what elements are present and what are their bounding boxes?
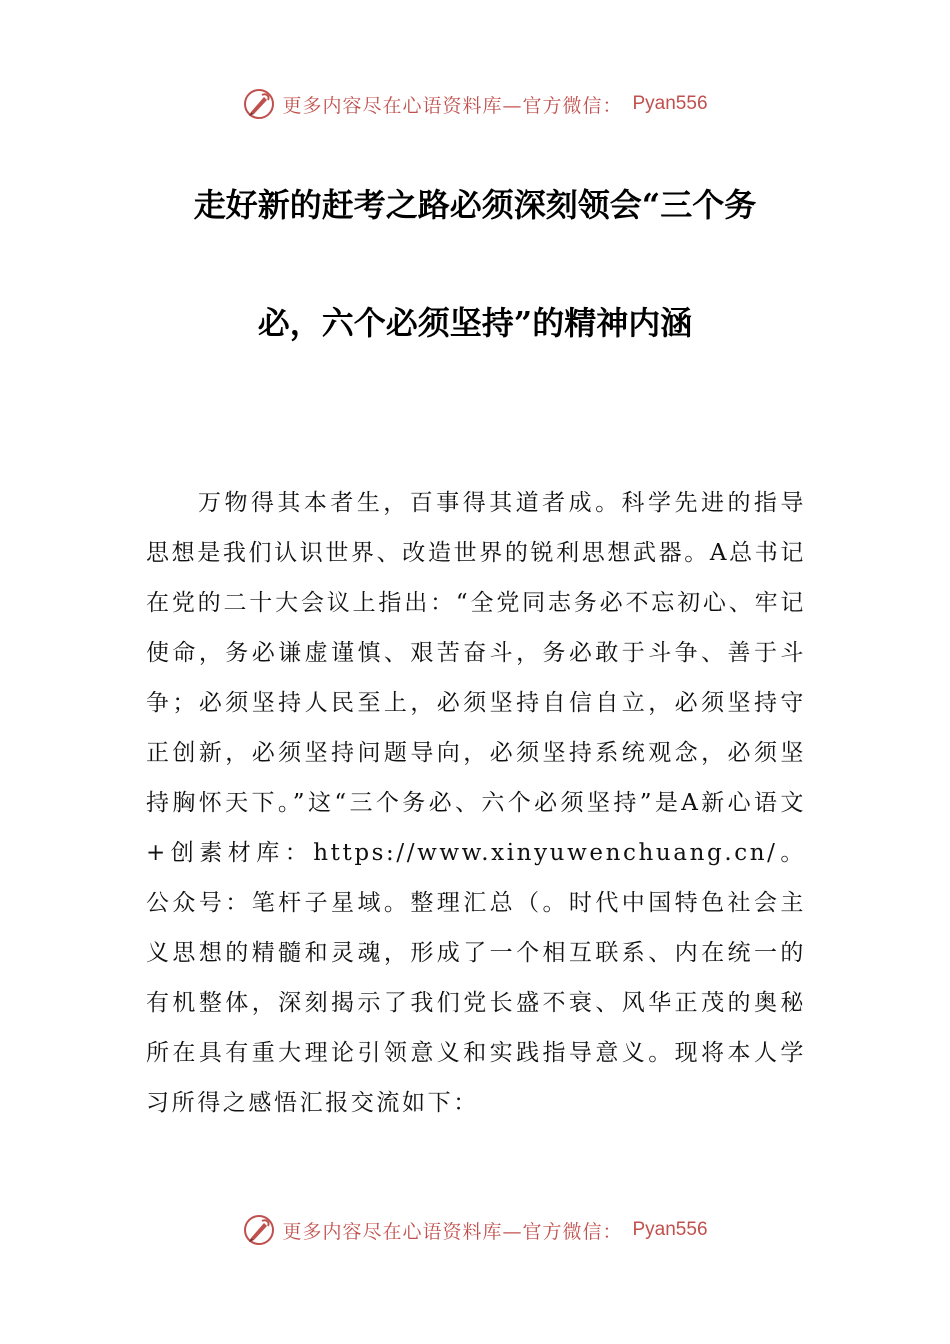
header-brand-text: 更多内容尽在心语资料库—官方微信： <box>282 94 623 117</box>
document-title-line-2: 必，六个必须坚持”的精神内涵 <box>257 304 693 342</box>
pen-nib-logo-icon <box>242 1213 276 1247</box>
footer-brand-text: 更多内容尽在心语资料库—官方微信： <box>282 1220 623 1243</box>
body-paragraph: 万物得其本者生，百事得其道者成。科学先进的指导思想是我们认识世界、改造世界的锐利思想武器。A总书记在党的二十大会议上指出：“全党同志务必不忘初心、牢记使命，务必谦虚谨慎、艰苦奋斗，务必敢于斗争、善于斗争；必须坚持人民至上，必须坚持自信自立，必须坚持守正创新，必须坚持问题导向，必须坚持系统观念，必须坚持胸怀天下。”这“三个务必、六个必须坚持”是A新心语文+创素材库：https://www.xinyuwenchuang.cn/。公众号：笔杆子星域。整理汇总（。时代中国特色社会主义思想的精髓和灵魂，形成了一个相互联系、内在统一的有机整体，深刻揭示了我们党长盛不衰、风华正茂的奥秘所在具有重大理论引领意义和实践指导意义。现将本人学习所得之感悟汇报交流如下： <box>146 490 806 1116</box>
pen-nib-logo-icon <box>242 87 276 121</box>
header-brand <box>242 87 707 121</box>
page-footer <box>0 1208 950 1252</box>
page-header <box>0 82 950 126</box>
footer-brand <box>242 1213 707 1247</box>
document-title-line-1: 走好新的赶考之路必须深刻领会“三个务 <box>193 186 757 224</box>
footer-wechat-id: Pyan556 <box>632 1219 708 1240</box>
header-wechat-id: Pyan556 <box>632 93 708 114</box>
